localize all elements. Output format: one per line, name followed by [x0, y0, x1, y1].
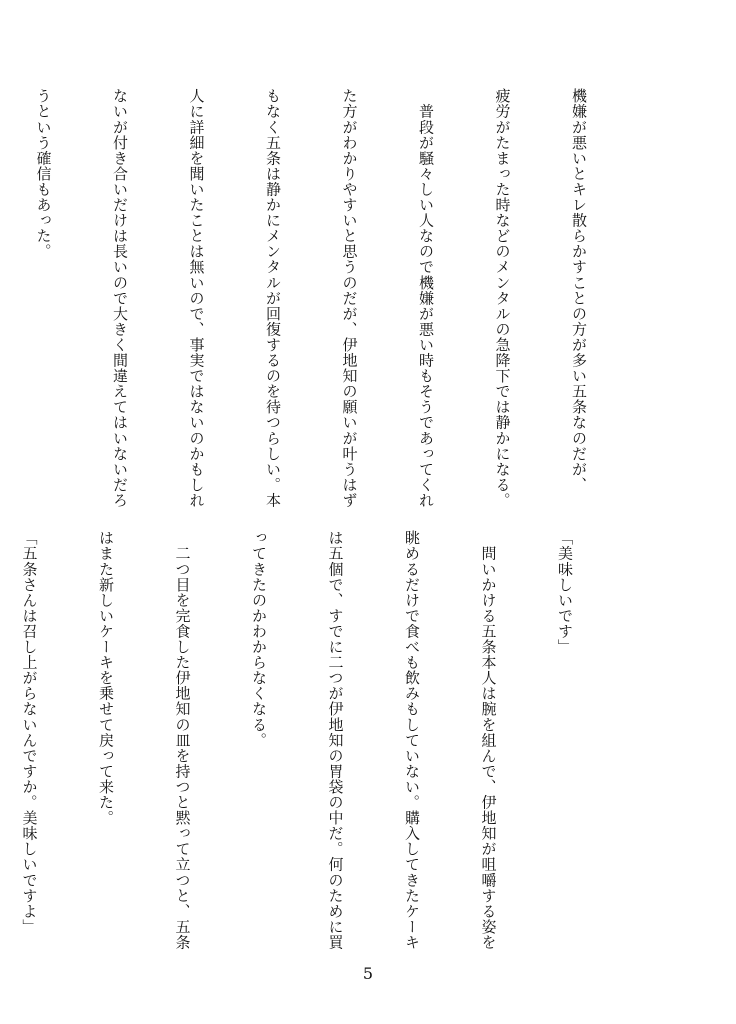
text-line: 眺めるだけで食べも飲みもしていない。購入してきたケーキ [403, 530, 421, 950]
text-line: 問いかける五条本人は腕を組んで、伊地知が咀嚼する姿を [479, 530, 498, 950]
text-line: 機嫌が悪いとキレ散らかすことの方が多い五条なのだが、 [570, 88, 588, 493]
text-line: た方がわかりやすいと思うのだが、伊地知の願いが叶うはず [340, 88, 359, 508]
text-line: 普段が騒々しい人なので機嫌が悪い時もそうであってくれ [417, 88, 435, 508]
text-line: うという確信もあった。 [34, 88, 53, 260]
text-line: 人に詳細を聞いたことは無いので、事実ではないのかもしれ [187, 88, 206, 508]
text-block-lower [20, 530, 628, 950]
text-line: 「美味しいです」 [556, 530, 574, 655]
text-line: ないが付き合いだけは長いので大きく間違えてはいないだろ [111, 88, 129, 508]
text-line: もなく五条は静かにメンタルが回復するのを待つらしい。本 [264, 88, 282, 508]
text-line: は五個で、すでに二つが伊地知の胃袋の中だ。何のために買 [326, 530, 345, 950]
text-line: 二つ目を完食した伊地知の皿を持つと黙って立つと、五条 [173, 530, 192, 950]
text-line: ってきたのかわからなくなる。 [250, 530, 268, 748]
text-line: 疲労がたまった時などのメンタルの急降下では静かになる。 [493, 88, 512, 508]
page-number: 5 [362, 964, 374, 983]
text-block-upper [34, 88, 642, 508]
text-line: はまた新しいケーキを乗せて戻って来た。 [97, 530, 115, 826]
text-line: 「五条さんは召し上がらないんですか。美味しいですよ」 [20, 530, 39, 935]
